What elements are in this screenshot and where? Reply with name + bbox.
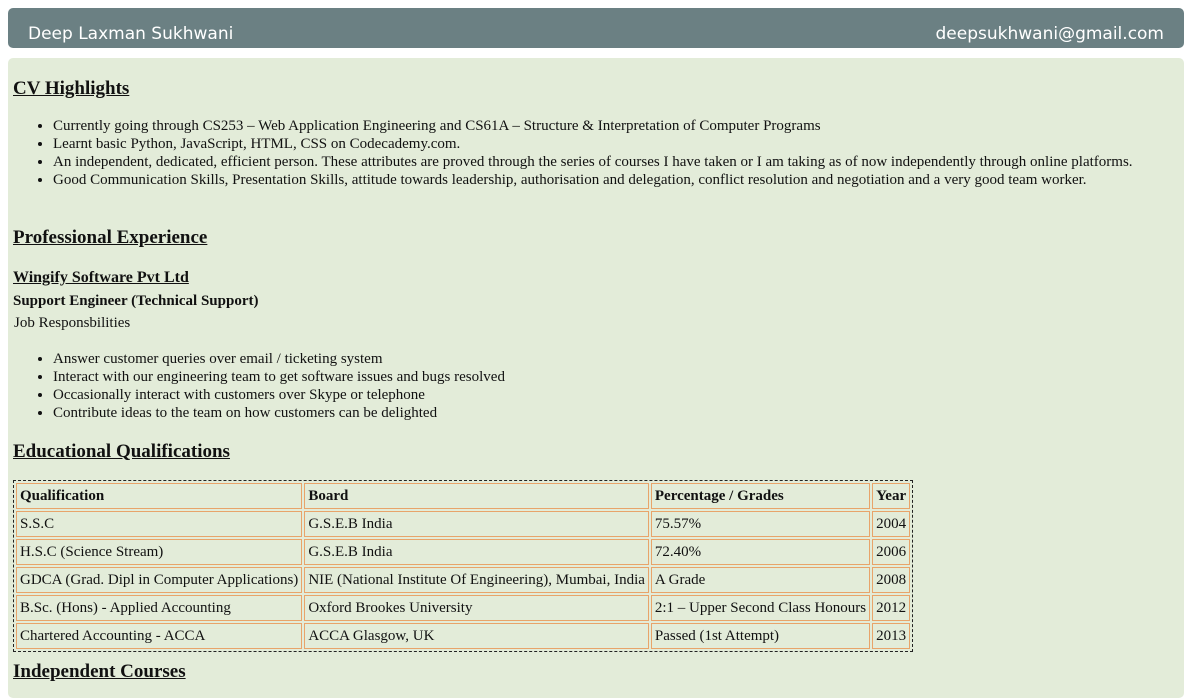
table-row [16, 623, 910, 649]
list-item: • Occasionally interact with customers over Skype or telephone [53, 386, 505, 404]
column-header: Year [872, 483, 910, 509]
table-cell: 2:1 – Upper Second Class Honours [651, 595, 870, 621]
table-cell: 72.40% [651, 539, 870, 565]
table-cell: 2006 [872, 539, 910, 565]
independent-courses-heading: Independent Courses [13, 661, 186, 682]
column-header: Board [304, 483, 649, 509]
list-item: • Answer customer queries over email / ticketing system [53, 350, 505, 368]
cv-content [8, 58, 1184, 698]
table-cell: GDCA (Grad. Dipl in Computer Applications) [16, 567, 302, 593]
table-row [16, 511, 910, 537]
table-cell: 2012 [872, 595, 910, 621]
company-name: Wingify Software Pvt Ltd [13, 269, 189, 286]
table-cell: A Grade [651, 567, 870, 593]
cv-highlights-heading: CV Highlights [13, 78, 130, 99]
email-address[interactable]: deepsukhwani@gmail.com [935, 24, 1164, 44]
list-item: • Learnt basic Python, JavaScript, HTML, CSS on Codecademy.com. [53, 135, 1133, 153]
table-cell: S.S.C [16, 511, 302, 537]
column-header: Qualification [16, 483, 302, 509]
table-cell: H.S.C (Science Stream) [16, 539, 302, 565]
table-cell: Passed (1st Attempt) [651, 623, 870, 649]
table-header-row [16, 483, 910, 509]
list-item: • Good Communication Skills, Presentation Skills, attitude towards leadership, authorisation and delegation, conflict resolution and negotiation and a very good team worker. [53, 171, 1133, 189]
list-item: • An independent, dedicated, efficient person. These attributes are proved through the series of courses I have taken or I am taking as of now independently through online platforms. [53, 153, 1133, 171]
table-cell: B.Sc. (Hons) - Applied Accounting [16, 595, 302, 621]
table-cell: G.S.E.B India [304, 539, 649, 565]
table-row [16, 567, 910, 593]
person-name: Deep Laxman Sukhwani [28, 24, 234, 44]
responsibilities-list [13, 350, 505, 422]
table-cell: NIE (National Institute Of Engineering), Mumbai, India [304, 567, 649, 593]
responsibilities-label: Job Responsbilities [14, 315, 131, 331]
column-header: Percentage / Grades [651, 483, 870, 509]
cv-highlights-list [13, 117, 1133, 189]
list-item: • Interact with our engineering team to get software issues and bugs resolved [53, 368, 505, 386]
page-header [8, 8, 1184, 48]
education-table [13, 480, 913, 652]
table-cell: 2004 [872, 511, 910, 537]
table-cell: Chartered Accounting - ACCA [16, 623, 302, 649]
table-cell: G.S.E.B India [304, 511, 649, 537]
education-heading: Educational Qualifications [13, 441, 230, 462]
table-cell: Oxford Brookes University [304, 595, 649, 621]
table-row [16, 539, 910, 565]
table-cell: 2013 [872, 623, 910, 649]
list-item: • Currently going through CS253 – Web Application Engineering and CS61A – Structure & Interpretation of Computer Programs [53, 117, 1133, 135]
table-cell: 75.57% [651, 511, 870, 537]
table-cell: 2008 [872, 567, 910, 593]
experience-heading: Professional Experience [13, 227, 208, 248]
table-row [16, 595, 910, 621]
list-item: • Contribute ideas to the team on how customers can be delighted [53, 404, 505, 422]
table-cell: ACCA Glasgow, UK [304, 623, 649, 649]
job-role: Support Engineer (Technical Support) [13, 293, 259, 309]
